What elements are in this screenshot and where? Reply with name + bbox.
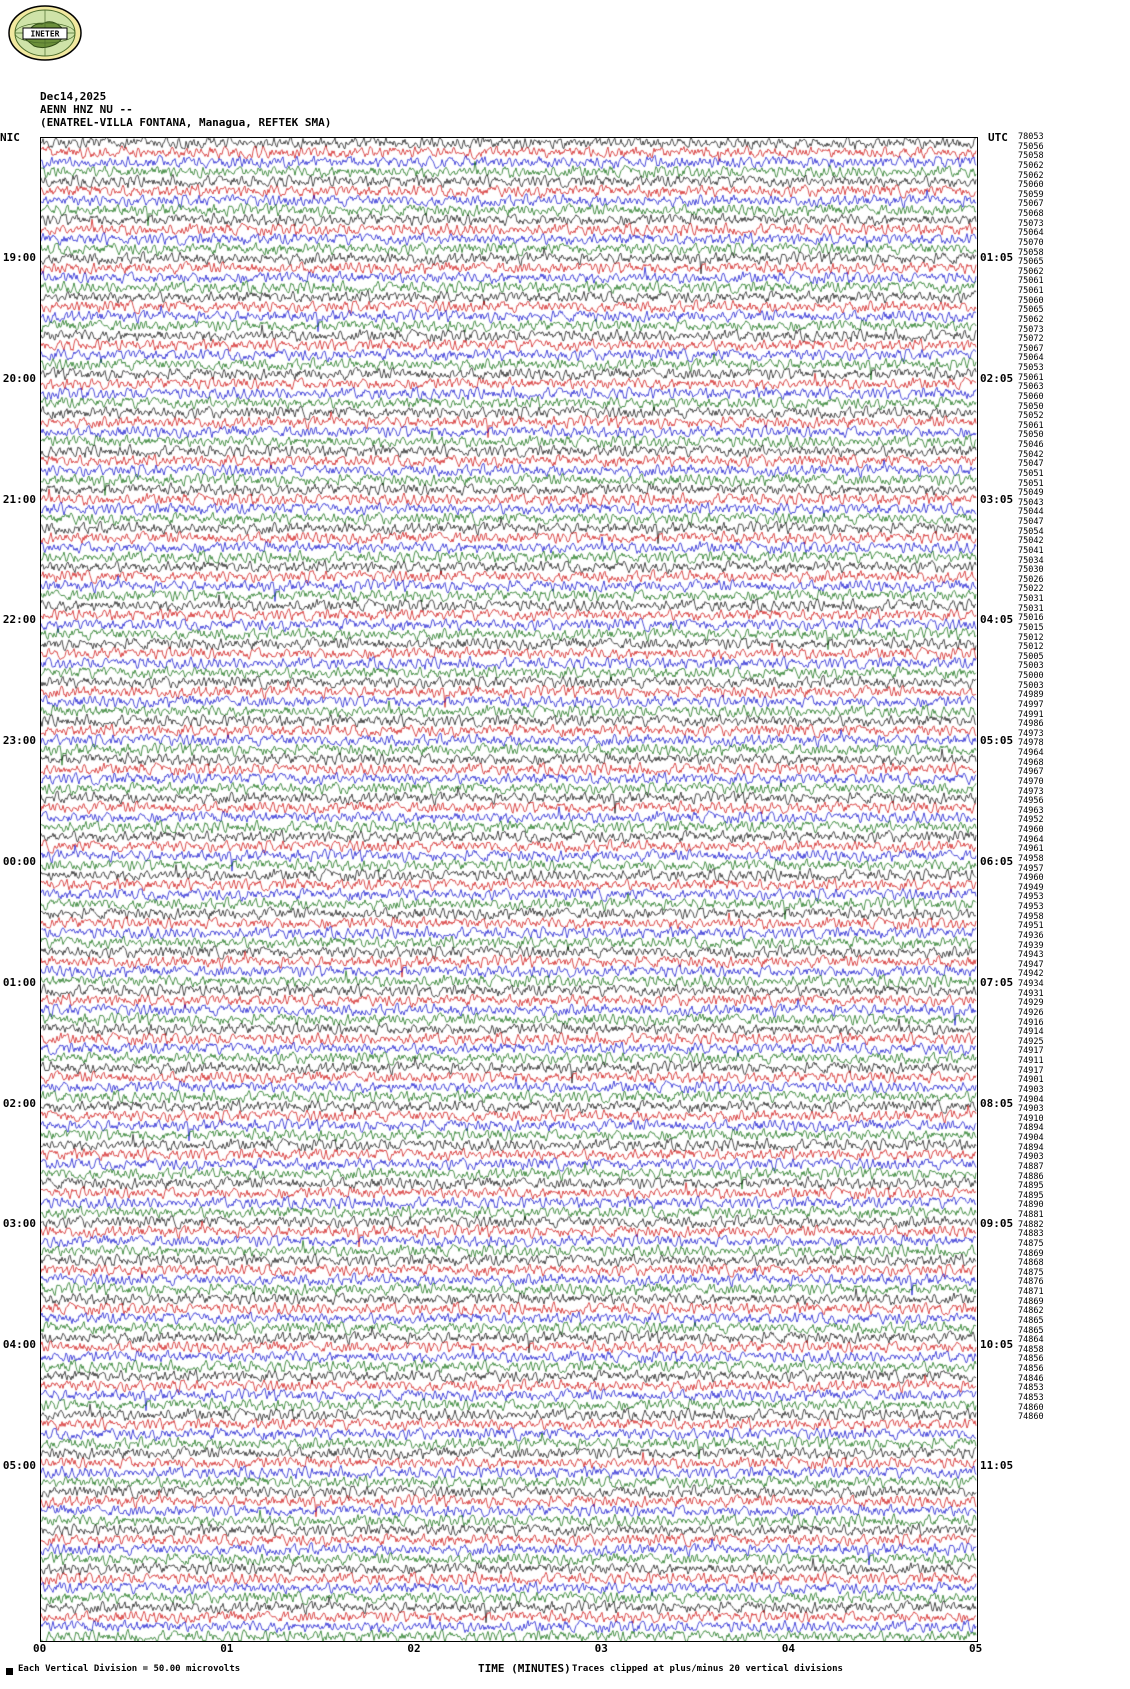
plot-footer: [0, 1662, 1130, 1682]
row-scale-value: 74858: [1018, 1344, 1044, 1355]
row-scale-value: 75064: [1018, 353, 1044, 364]
right-axis-label: UTC: [988, 131, 1008, 144]
right-tick-6: 07:05: [980, 975, 1014, 989]
row-scale-value: 74903: [1018, 1152, 1044, 1163]
row-scale-value: 75067: [1018, 343, 1044, 354]
row-scale-value: 74853: [1018, 1383, 1044, 1394]
row-scale-value: 74862: [1018, 1306, 1044, 1317]
row-scale-value: 75062: [1018, 170, 1044, 181]
left-tick-1: 20:00: [2, 371, 36, 385]
row-scale-value: 74939: [1018, 940, 1044, 951]
row-scale-value: 74875: [1018, 1238, 1044, 1249]
row-scale-value: 74958: [1018, 853, 1044, 864]
row-scale-value: 74925: [1018, 1036, 1044, 1047]
right-tick-7: 08:05: [980, 1096, 1014, 1110]
row-scale-value: 74936: [1018, 930, 1044, 941]
left-tick-5: 00:00: [2, 855, 36, 868]
row-scale-value: 75056: [1018, 141, 1044, 152]
right-tick-5: 06:05: [980, 855, 1014, 868]
row-scale-value: 75016: [1018, 613, 1044, 624]
row-scale-value: 74894: [1018, 1142, 1044, 1153]
row-scale-value: 75031: [1018, 594, 1044, 604]
row-scale-value: 74856: [1018, 1354, 1044, 1365]
row-scale-value: 75034: [1018, 555, 1044, 566]
row-scale-value: 75054: [1018, 526, 1044, 537]
row-scale-values: [1018, 133, 1128, 1423]
header-date: Dec14,2025: [40, 90, 107, 103]
row-scale-value: 75049: [1018, 488, 1044, 499]
row-scale-value: 75064: [1018, 228, 1044, 239]
row-scale-value: 74964: [1018, 748, 1044, 758]
row-scale-value: 74953: [1018, 892, 1044, 903]
x-tick-5: 05: [969, 1642, 983, 1655]
right-tick-4: 05:05: [980, 734, 1014, 748]
row-scale-value: 74963: [1018, 805, 1044, 816]
row-scale-value: 74926: [1018, 1007, 1044, 1018]
row-scale-value: 74991: [1018, 709, 1044, 720]
row-scale-value: 74865: [1018, 1315, 1044, 1326]
row-scale-value: 74868: [1018, 1258, 1044, 1269]
left-tick-0: 19:00: [2, 251, 36, 264]
left-tick-7: 02:00: [2, 1096, 36, 1110]
row-scale-value: 74957: [1018, 863, 1044, 874]
row-scale-value: 75059: [1018, 189, 1044, 200]
row-scale-value: 74853: [1018, 1392, 1044, 1403]
row-scale-value: 74890: [1018, 1200, 1044, 1211]
row-scale-value: 75047: [1018, 517, 1044, 527]
row-scale-value: 74970: [1018, 776, 1044, 787]
row-scale-value: 75067: [1018, 199, 1044, 210]
row-scale-value: 74958: [1018, 911, 1044, 922]
row-scale-value: 74997: [1018, 699, 1044, 710]
row-scale-value: 75031: [1018, 603, 1044, 614]
row-scale-value: 74951: [1018, 921, 1044, 932]
row-scale-value: 75000: [1018, 671, 1044, 681]
row-scale-value: 74960: [1018, 825, 1044, 835]
x-tick-1: 01: [220, 1642, 234, 1655]
right-tick-8: 09:05: [980, 1217, 1014, 1231]
left-tick-9: 04:00: [2, 1338, 36, 1352]
left-tick-6: 01:00: [2, 975, 36, 989]
row-scale-value: 75058: [1018, 247, 1044, 258]
row-scale-value: 75052: [1018, 411, 1044, 422]
row-scale-value: 75012: [1018, 632, 1044, 643]
row-scale-value: 74911: [1018, 1056, 1044, 1066]
row-scale-value: 74856: [1018, 1364, 1044, 1374]
row-scale-value: 78053: [1018, 132, 1044, 142]
x-tick-3: 03: [594, 1642, 608, 1655]
row-scale-value: 74895: [1018, 1181, 1044, 1192]
right-tick-3: 04:05: [980, 613, 1014, 627]
header-station: AENN HNZ NU --: [40, 103, 133, 116]
row-scale-value: 75061: [1018, 286, 1044, 296]
row-scale-value: 74894: [1018, 1123, 1044, 1134]
row-scale-value: 75042: [1018, 449, 1044, 460]
row-scale-value: 75065: [1018, 257, 1044, 268]
left-tick-4: 23:00: [2, 734, 36, 748]
row-scale-value: 75070: [1018, 237, 1044, 248]
ineter-logo: [6, 4, 84, 62]
clip-note: Traces clipped at plus/minus 20 vertical divisions: [572, 1664, 843, 1674]
row-scale-value: 74986: [1018, 719, 1044, 730]
row-scale-value: 74960: [1018, 873, 1044, 884]
row-scale-value: 74887: [1018, 1161, 1044, 1172]
left-tick-10: 05:00: [2, 1459, 36, 1472]
x-tick-0: 00: [33, 1642, 47, 1655]
row-scale-value: 75062: [1018, 160, 1044, 171]
row-scale-value: 74869: [1018, 1248, 1044, 1259]
row-scale-value: 75062: [1018, 266, 1044, 277]
left-tick-3: 22:00: [2, 613, 36, 627]
row-scale-value: 74846: [1018, 1373, 1044, 1384]
row-scale-value: 75058: [1018, 151, 1044, 162]
row-scale-value: 75051: [1018, 478, 1044, 489]
row-scale-value: 74967: [1018, 767, 1044, 778]
seismogram-plot: [40, 137, 978, 1642]
row-scale-value: 75068: [1018, 209, 1044, 219]
row-scale-value: 74914: [1018, 1027, 1044, 1038]
row-scale-value: 75060: [1018, 391, 1044, 402]
row-scale-value: 75041: [1018, 545, 1044, 556]
row-scale-value: 75061: [1018, 372, 1044, 383]
left-tick-2: 21:00: [2, 492, 36, 506]
row-scale-value: 74917: [1018, 1065, 1044, 1076]
row-scale-value: 75003: [1018, 680, 1044, 691]
row-scale-value: 74903: [1018, 1104, 1044, 1115]
row-scale-value: 74881: [1018, 1210, 1044, 1220]
row-scale-value: 74953: [1018, 902, 1044, 912]
row-scale-value: 75044: [1018, 507, 1044, 518]
row-scale-value: 74964: [1018, 834, 1044, 845]
left-tick-8: 03:00: [2, 1217, 36, 1231]
row-scale-value: 74904: [1018, 1094, 1044, 1105]
row-scale-value: 74876: [1018, 1277, 1044, 1288]
x-axis-title: TIME (MINUTES): [478, 1662, 571, 1675]
row-scale-value: 74917: [1018, 1046, 1044, 1057]
row-scale-value: 74871: [1018, 1287, 1044, 1297]
row-scale-value: 74875: [1018, 1267, 1044, 1278]
row-scale-value: 75022: [1018, 584, 1044, 595]
row-scale-value: 74886: [1018, 1171, 1044, 1182]
row-scale-value: 75030: [1018, 565, 1044, 576]
right-tick-2: 03:05: [980, 492, 1014, 506]
row-scale-value: 75012: [1018, 642, 1044, 653]
scale-note: Each Vertical Division = 50.00 microvolts: [18, 1664, 241, 1674]
row-scale-value: 75042: [1018, 536, 1044, 547]
row-scale-value: 74910: [1018, 1113, 1044, 1124]
row-scale-value: 74973: [1018, 728, 1044, 739]
row-scale-value: 75047: [1018, 459, 1044, 470]
x-tick-4: 04: [781, 1642, 796, 1655]
row-scale-value: 75060: [1018, 180, 1044, 191]
svg-text:INETER: INETER: [30, 29, 60, 39]
row-scale-value: 75005: [1018, 651, 1044, 662]
row-scale-value: 74943: [1018, 950, 1044, 961]
row-scale-value: 74947: [1018, 959, 1044, 970]
right-tick-0: 01:05: [980, 251, 1014, 264]
row-scale-value: 74860: [1018, 1412, 1044, 1423]
row-scale-value: 74864: [1018, 1335, 1044, 1346]
row-scale-value: 75046: [1018, 440, 1044, 450]
row-scale-value: 75050: [1018, 430, 1044, 441]
left-axis-label: NIC: [0, 131, 20, 144]
row-scale-value: 74978: [1018, 738, 1044, 749]
row-scale-value: 75026: [1018, 574, 1044, 585]
header-description: (ENATREL-VILLA FONTANA, Managua, REFTEK SMA): [40, 116, 332, 129]
row-scale-value: 75053: [1018, 363, 1044, 373]
row-scale-value: 74916: [1018, 1017, 1044, 1028]
row-scale-value: 75063: [1018, 382, 1044, 393]
right-tick-10: 11:05: [980, 1459, 1014, 1472]
row-scale-value: 74934: [1018, 979, 1044, 989]
row-scale-value: 74883: [1018, 1229, 1044, 1240]
right-tick-9: 10:05: [980, 1338, 1014, 1352]
row-scale-value: 74860: [1018, 1402, 1044, 1413]
row-scale-value: 74952: [1018, 815, 1044, 826]
row-scale-value: 74961: [1018, 844, 1044, 855]
row-scale-value: 74931: [1018, 988, 1044, 999]
row-scale-value: 75073: [1018, 218, 1044, 229]
row-scale-value: 74904: [1018, 1133, 1044, 1143]
row-scale-value: 75015: [1018, 622, 1044, 633]
row-scale-value: 74968: [1018, 757, 1044, 768]
row-scale-value: 75003: [1018, 661, 1044, 672]
row-scale-value: 74882: [1018, 1219, 1044, 1230]
row-scale-value: 75061: [1018, 276, 1044, 287]
row-scale-value: 74949: [1018, 882, 1044, 893]
row-scale-value: 75062: [1018, 314, 1044, 325]
row-scale-value: 74989: [1018, 690, 1044, 701]
row-scale-value: 74973: [1018, 786, 1044, 797]
row-scale-value: 74869: [1018, 1296, 1044, 1307]
row-scale-value: 75043: [1018, 497, 1044, 508]
x-tick-2: 02: [407, 1642, 421, 1655]
x-axis-ticks: [0, 1642, 1130, 1658]
row-scale-value: 75050: [1018, 401, 1044, 412]
row-scale-value: 75073: [1018, 324, 1044, 335]
plot-header: [40, 90, 331, 129]
row-scale-value: 75065: [1018, 305, 1044, 316]
row-scale-value: 75072: [1018, 334, 1044, 345]
row-scale-value: 74942: [1018, 969, 1044, 980]
row-scale-value: 74895: [1018, 1190, 1044, 1201]
right-tick-1: 02:05: [980, 371, 1014, 385]
row-scale-value: 74901: [1018, 1075, 1044, 1086]
row-scale-value: 75060: [1018, 295, 1044, 306]
row-scale-value: 74903: [1018, 1084, 1044, 1095]
row-scale-value: 75061: [1018, 420, 1044, 431]
row-scale-value: 74929: [1018, 998, 1044, 1009]
row-scale-value: 74956: [1018, 796, 1044, 807]
row-scale-value: 74865: [1018, 1325, 1044, 1336]
row-scale-value: 75051: [1018, 468, 1044, 479]
